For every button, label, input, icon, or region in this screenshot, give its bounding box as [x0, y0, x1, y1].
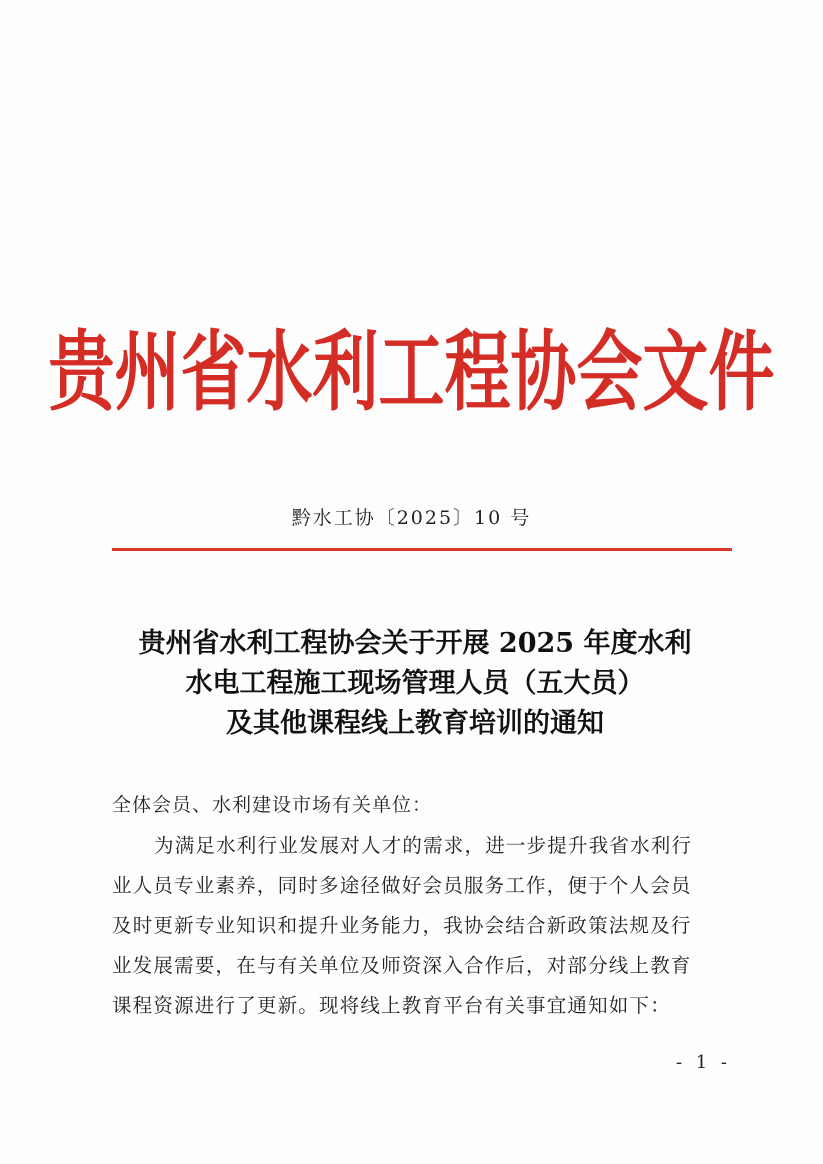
masthead-text: 贵州省水利工程协会文件: [48, 321, 775, 424]
page-number: - 1 -: [675, 1052, 731, 1073]
document-masthead: [0, 318, 823, 428]
notice-title: [90, 624, 740, 744]
salutation: 全体会员、水利建设市场有关单位：: [112, 794, 433, 816]
body-line: 业发展需要，在与有关单位及师资深入合作后，对部分线上教育: [112, 954, 692, 977]
red-divider: [112, 548, 732, 551]
document-number: 黔水工协〔2025〕10 号: [291, 507, 532, 529]
body-line: 课程资源进行了更新。现将线上教育平台有关事宜通知如下：: [112, 994, 671, 1017]
body-line: 及时更新专业知识和提升业务能力，我协会结合新政策法规及行: [112, 914, 692, 937]
body-line: 为满足水利行业发展对人才的需求，进一步提升我省水利行: [154, 834, 693, 857]
title-line: 及其他课程线上教育培训的通知: [226, 708, 604, 739]
title-line: 贵州省水利工程协会关于开展 2025 年度水利: [138, 628, 692, 659]
notice-body: [112, 826, 740, 1026]
body-line: 业人员专业素养，同时多途径做好会员服务工作，便于个人会员: [112, 874, 692, 897]
title-line: 水电工程施工现场管理人员（五大员）: [185, 668, 645, 699]
